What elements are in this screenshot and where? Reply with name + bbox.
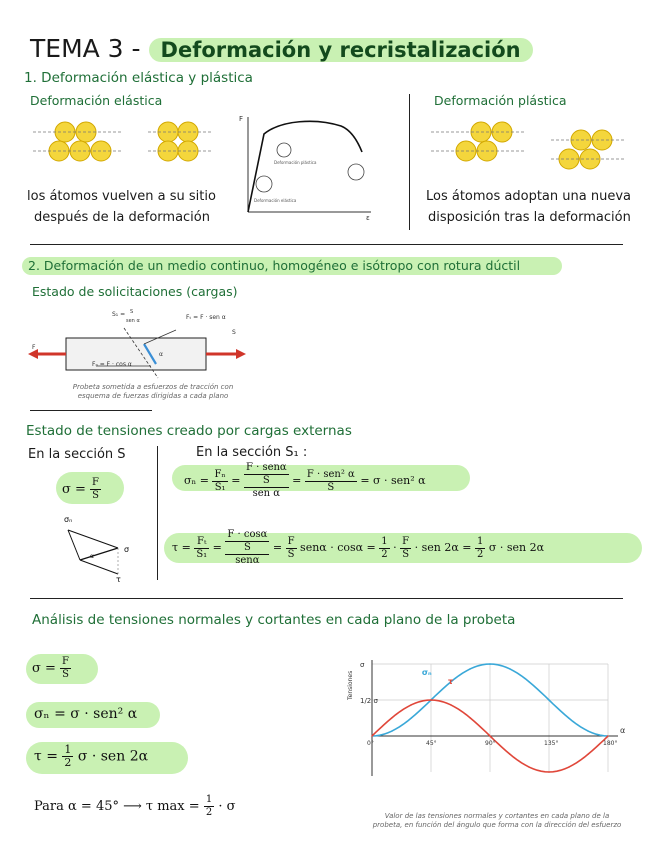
title-prefix: TEMA 3 - xyxy=(30,34,141,63)
tau-mid2: · sen 2α = xyxy=(414,541,472,554)
vec-tau: τ xyxy=(116,575,121,582)
fig-s1-den: sen α xyxy=(126,318,140,324)
plastic-label: Deformación plástica xyxy=(434,93,567,108)
plastic-text-1: Los átomos adoptan una nueva xyxy=(426,189,631,204)
sn-lhs: σₙ = xyxy=(184,474,209,487)
fig-alpha: α xyxy=(159,351,163,358)
chart-point xyxy=(411,704,413,706)
chart-y-label: Tensiones xyxy=(347,670,354,700)
chart-y-tick: σ xyxy=(360,661,365,669)
tau-f2d: S xyxy=(225,542,269,555)
plastic-atoms-figure xyxy=(426,118,646,178)
chart-point xyxy=(391,717,393,719)
chart-series-label: σₙ xyxy=(421,667,432,677)
fig-fn: Fₙ = F · cos α xyxy=(92,361,132,368)
section-2-heading: 2. Deformación de un medio continuo, homogéneo e isótropo con rotura dúctil xyxy=(28,258,521,273)
elastic-label: Deformación elástica xyxy=(30,93,163,108)
fig-s1: S₁ = xyxy=(112,311,126,318)
sn-end: = σ · sen² α xyxy=(360,474,426,487)
sn-f3d: S xyxy=(327,481,335,493)
section-s1-label: En la sección S₁ : xyxy=(196,445,308,460)
chart-y-tick: 1/2 σ xyxy=(360,697,378,705)
section-divider-2 xyxy=(30,410,152,411)
tau-f2n: F · cosα xyxy=(227,529,268,540)
graph-axis-y: F xyxy=(239,115,244,123)
chart-point xyxy=(371,735,373,737)
chart-point xyxy=(470,717,472,719)
f1-den: S xyxy=(62,669,69,680)
chart-x-tick: 90° xyxy=(485,740,496,747)
chart-point xyxy=(588,753,590,755)
sigma-lhs: σ = xyxy=(62,482,86,497)
elastic-atoms-figure xyxy=(28,116,228,176)
tau-f5n: F xyxy=(402,535,410,547)
section-1-divider xyxy=(409,94,410,230)
f1-lhs: σ = xyxy=(32,661,56,676)
elastic-text-2: después de la deformación xyxy=(34,210,210,225)
plastic-text-2: disposición tras la deformación xyxy=(428,210,631,225)
tau-mid: senα · cosα = xyxy=(300,541,376,554)
chart-point xyxy=(568,766,570,768)
tau-f3d: S xyxy=(287,548,295,560)
chart-point xyxy=(607,735,609,737)
last-den: 2 xyxy=(205,807,213,818)
sn-f2n: F · senα xyxy=(245,462,287,473)
chart-x-label: α xyxy=(620,726,626,735)
chart-caption: Valor de las tensiones normales y cortantes en cada plano de la probeta, en función del ángulo que forma con la dirección del esfuerzo xyxy=(372,812,622,829)
chart-x-tick: 45° xyxy=(426,740,437,747)
last-end: · σ xyxy=(218,799,236,814)
f3-num: 1 xyxy=(64,743,72,756)
chart-point xyxy=(450,704,452,706)
tau-lhs: τ = xyxy=(172,541,191,554)
chart-series-label: τ xyxy=(448,677,454,687)
graph-label-plastic: Deformación plástica xyxy=(274,160,317,165)
tau-end: σ · sen 2α xyxy=(488,541,545,554)
sn-f1d: S₁ xyxy=(214,481,226,493)
f1-formula xyxy=(32,656,71,681)
fig-s: S xyxy=(232,329,236,336)
tau-f6n: 1 xyxy=(476,535,484,547)
tau-formula: τ = $\frac{\text{Fₜ}}{\text{S₁}}$ = F · cosα S senα = $\frac{F}{S}$ senα · cosα = $\frac{1}{2}$ · $\frac{F}{S}$ · sen 2α = $\frac{1}{2}$ σ · sen 2α xyxy=(172,529,545,566)
tau-f6d: 2 xyxy=(476,548,484,560)
stress-strain-graph xyxy=(236,112,376,222)
specimen-caption: Probeta sometida a esfuerzos de tracción con esquema de fuerzas dirigidas a cada plano xyxy=(72,383,234,400)
f1-num: F xyxy=(62,656,69,667)
loads-subheading: Estado de solicitaciones (cargas) xyxy=(32,284,238,299)
sn-f3n: F · sen² α xyxy=(306,468,355,480)
stress-vector-figure xyxy=(56,512,146,582)
chart-point xyxy=(509,668,511,670)
tau-f1d: S₁ xyxy=(196,548,208,560)
f3-lhs: τ = xyxy=(34,748,58,765)
chart-point xyxy=(548,699,550,701)
tau-max-formula xyxy=(34,794,235,819)
last-mid: τ max = xyxy=(145,799,200,814)
sigma-num: F xyxy=(92,477,99,488)
sigma-formula xyxy=(62,477,101,502)
tau-f4n: 1 xyxy=(381,535,388,547)
tau-f5d: S xyxy=(402,548,410,560)
sn-f2d: S xyxy=(244,475,289,488)
section-3-heading: Estado de tensiones creado por cargas externas xyxy=(26,423,352,439)
chart-x-tick: 0° xyxy=(367,740,374,747)
section-divider-3 xyxy=(30,598,623,599)
tau-f3n: F xyxy=(287,535,295,547)
chart-x-tick: 180° xyxy=(603,740,618,747)
vec-sn: σₙ xyxy=(64,515,73,524)
chart-point xyxy=(588,730,590,732)
section-1-heading: 1. Deformación elástica y plástica xyxy=(24,70,253,86)
graph-label-elastic: Deformación elástica xyxy=(254,198,297,203)
chart-x-tick: 135° xyxy=(544,740,559,747)
fig-s1-num: S xyxy=(130,309,134,315)
f3-formula xyxy=(34,744,148,769)
last-num: 1 xyxy=(205,794,213,805)
chart-point xyxy=(529,681,531,683)
chart-point xyxy=(568,717,570,719)
f3-den: 2 xyxy=(64,756,72,769)
sn-formula: σₙ = $\frac{\text{Fₙ}}{\text{S₁}}$ = F · senα S sen α = $\frac{\text{F · sen² α}}{S}$ = σ · sen² α xyxy=(184,462,426,499)
chart-point xyxy=(391,730,393,732)
elastic-text-1: los átomos vuelven a su sitio xyxy=(27,189,216,204)
tau-f2dd: senα xyxy=(235,555,260,566)
f3-rhs: σ · sen 2α xyxy=(77,748,149,765)
sn-f1n: Fₙ xyxy=(214,468,226,480)
chart-point xyxy=(430,699,432,701)
sn-f2dd: sen α xyxy=(252,488,281,499)
f2-formula: σₙ = σ · sen² α xyxy=(34,706,138,722)
chart-point xyxy=(470,668,472,670)
section-s-label: En la sección S xyxy=(28,447,126,462)
chart-point xyxy=(548,771,550,773)
section-divider-1 xyxy=(30,244,623,245)
section-4-heading: Análisis de tensiones normales y cortantes en cada plano de la probeta xyxy=(32,612,516,628)
vec-alpha: α xyxy=(90,553,94,560)
chart-point xyxy=(509,753,511,755)
chart-point xyxy=(529,766,531,768)
chart-point xyxy=(489,663,491,665)
tension-chart xyxy=(340,652,640,812)
graph-axis-x: ε xyxy=(366,214,370,222)
tau-f4d: 2 xyxy=(381,548,388,560)
tau-f1n: Fₜ xyxy=(194,536,209,549)
chart-point xyxy=(411,717,413,719)
chart-labels xyxy=(347,661,625,747)
vec-sigma: σ xyxy=(124,545,130,554)
section-3-divider xyxy=(157,446,158,580)
page-title xyxy=(30,34,533,63)
chart-point xyxy=(489,735,491,737)
title-highlight: Deformación y recristalización xyxy=(149,38,533,62)
chart-grid xyxy=(372,660,618,776)
fig-ft: Fₜ = F · sen α xyxy=(186,314,226,321)
last-prefix: Para α = 45° ⟶ xyxy=(34,799,142,814)
sigma-den: S xyxy=(92,490,99,501)
fig-f: F xyxy=(32,344,36,351)
